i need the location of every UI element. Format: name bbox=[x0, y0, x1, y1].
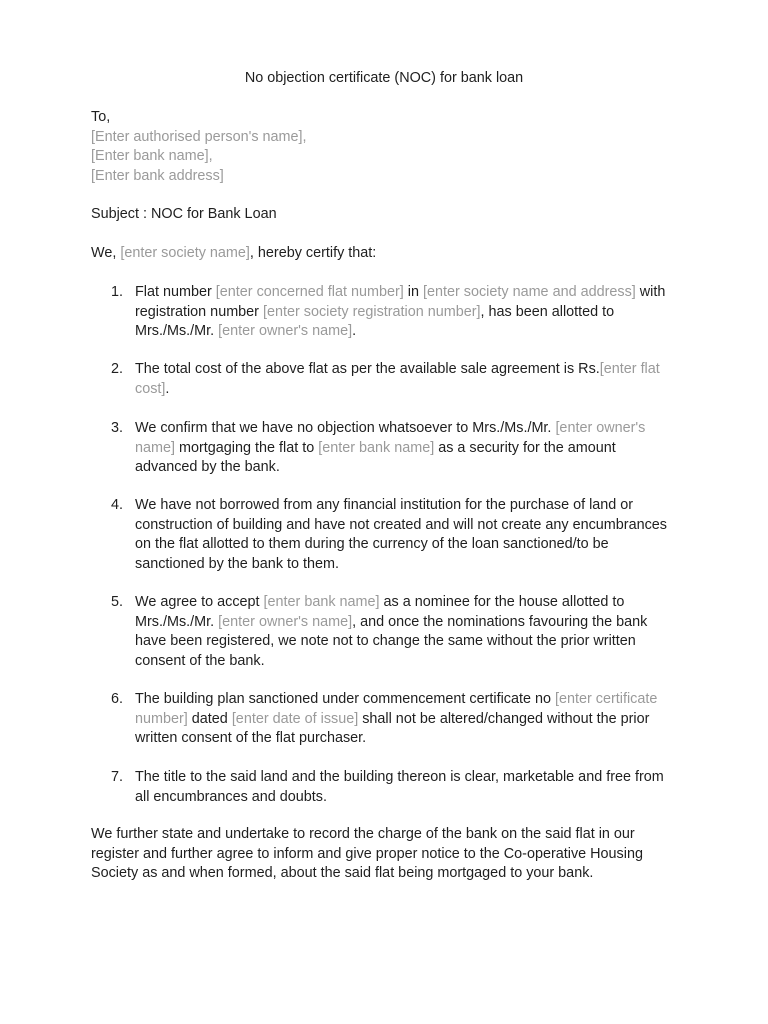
document-title: No objection certificate (NOC) for bank loan bbox=[244, 70, 524, 86]
placeholder-text: [enter bank name] bbox=[263, 594, 380, 610]
list-item-text bbox=[135, 419, 675, 478]
society-name-placeholder: [enter society name] bbox=[120, 245, 250, 261]
bank-address-placeholder: [Enter bank address] bbox=[91, 167, 224, 184]
body-text: The title to the said land and the building thereon is clear, marketable and free from all encumbrances and doubts. bbox=[135, 769, 664, 805]
body-text: The building plan sanctioned under commencement certificate no bbox=[135, 691, 555, 707]
to-label: To, bbox=[91, 109, 111, 125]
closing-paragraph: We further state and undertake to record the charge of the bank on the said flat in our register and further agree to inform and give proper notice to the Co-operative Housing Society as and when formed, about the said flat being mortgaged to your bank. bbox=[91, 826, 643, 881]
list-item-number: 7. bbox=[111, 769, 124, 785]
placeholder-text: [enter owner's name] bbox=[135, 420, 646, 456]
body-text: We confirm that we have no objection whatsoever to Mrs./Ms./Mr. bbox=[135, 420, 556, 436]
list-item-number: 4. bbox=[111, 497, 124, 513]
intro-suffix: , hereby certify that: bbox=[249, 245, 377, 261]
list-item-text bbox=[135, 690, 675, 749]
body-text: , has been allotted to Mrs./Ms./Mr. bbox=[135, 303, 615, 339]
body-text: shall not be altered/changed without the prior written consent of the flat purchaser. bbox=[135, 710, 650, 746]
body-text: The total cost of the above flat as per the available sale agreement is Rs. bbox=[135, 361, 600, 377]
placeholder-text: [enter flat cost] bbox=[135, 361, 660, 397]
list-item-number: 5. bbox=[111, 594, 124, 610]
body-text: as a security for the amount advanced by the bank. bbox=[135, 439, 616, 475]
body-text: , and once the nominations favouring the bank have been registered, we note not to change the same without the prior written consent of the bank. bbox=[135, 613, 648, 669]
intro-prefix: We, bbox=[91, 245, 121, 261]
placeholder-text: [enter concerned flat number] bbox=[215, 284, 404, 300]
list-item-text bbox=[135, 593, 675, 671]
body-text: . bbox=[352, 323, 357, 339]
body-text: We agree to accept bbox=[135, 594, 264, 610]
placeholder-text: [enter owner's name] bbox=[218, 323, 353, 339]
body-text: . bbox=[165, 380, 170, 397]
body-text: mortgaging the flat to bbox=[175, 439, 319, 456]
list-item-number: 1. bbox=[111, 284, 124, 300]
placeholder-text: [enter bank name] bbox=[318, 439, 435, 456]
body-text: in bbox=[403, 284, 423, 300]
placeholder-text: [enter certificate number] bbox=[135, 691, 658, 727]
list-item-text bbox=[135, 283, 675, 342]
list-item-number: 3. bbox=[111, 420, 124, 436]
placeholder-text: [enter date of issue] bbox=[231, 710, 359, 727]
body-text: We have not borrowed from any financial institution for the purchase of land or construction of building and have not created and will not create any encumbrances on the flat allotted to them during the currency of the loan sanctioned/to be sanctioned by the bank to them. bbox=[135, 497, 667, 572]
placeholder-text: [enter owner's name] bbox=[218, 613, 353, 630]
subject-line: Subject : NOC for Bank Loan bbox=[91, 206, 277, 222]
list-item-number: 6. bbox=[111, 691, 124, 707]
addressee-block bbox=[91, 108, 691, 186]
list-item-text bbox=[135, 360, 675, 399]
list-item-text bbox=[135, 496, 675, 574]
intro-line bbox=[91, 244, 691, 264]
body-text: with registration number bbox=[135, 284, 666, 320]
list-item-text bbox=[135, 768, 675, 807]
bank-name-placeholder: [Enter bank name], bbox=[91, 148, 213, 164]
addressee-name-placeholder: [Enter authorised person's name], bbox=[91, 128, 307, 145]
body-text: as a nominee for the house allotted to Mrs./Ms./Mr. bbox=[135, 594, 625, 630]
body-text: Flat number bbox=[135, 284, 216, 300]
body-text: dated bbox=[187, 710, 232, 727]
placeholder-text: [enter society registration number] bbox=[262, 303, 481, 320]
list-item-number: 2. bbox=[111, 361, 124, 377]
placeholder-text: [enter society name and address] bbox=[422, 284, 636, 300]
